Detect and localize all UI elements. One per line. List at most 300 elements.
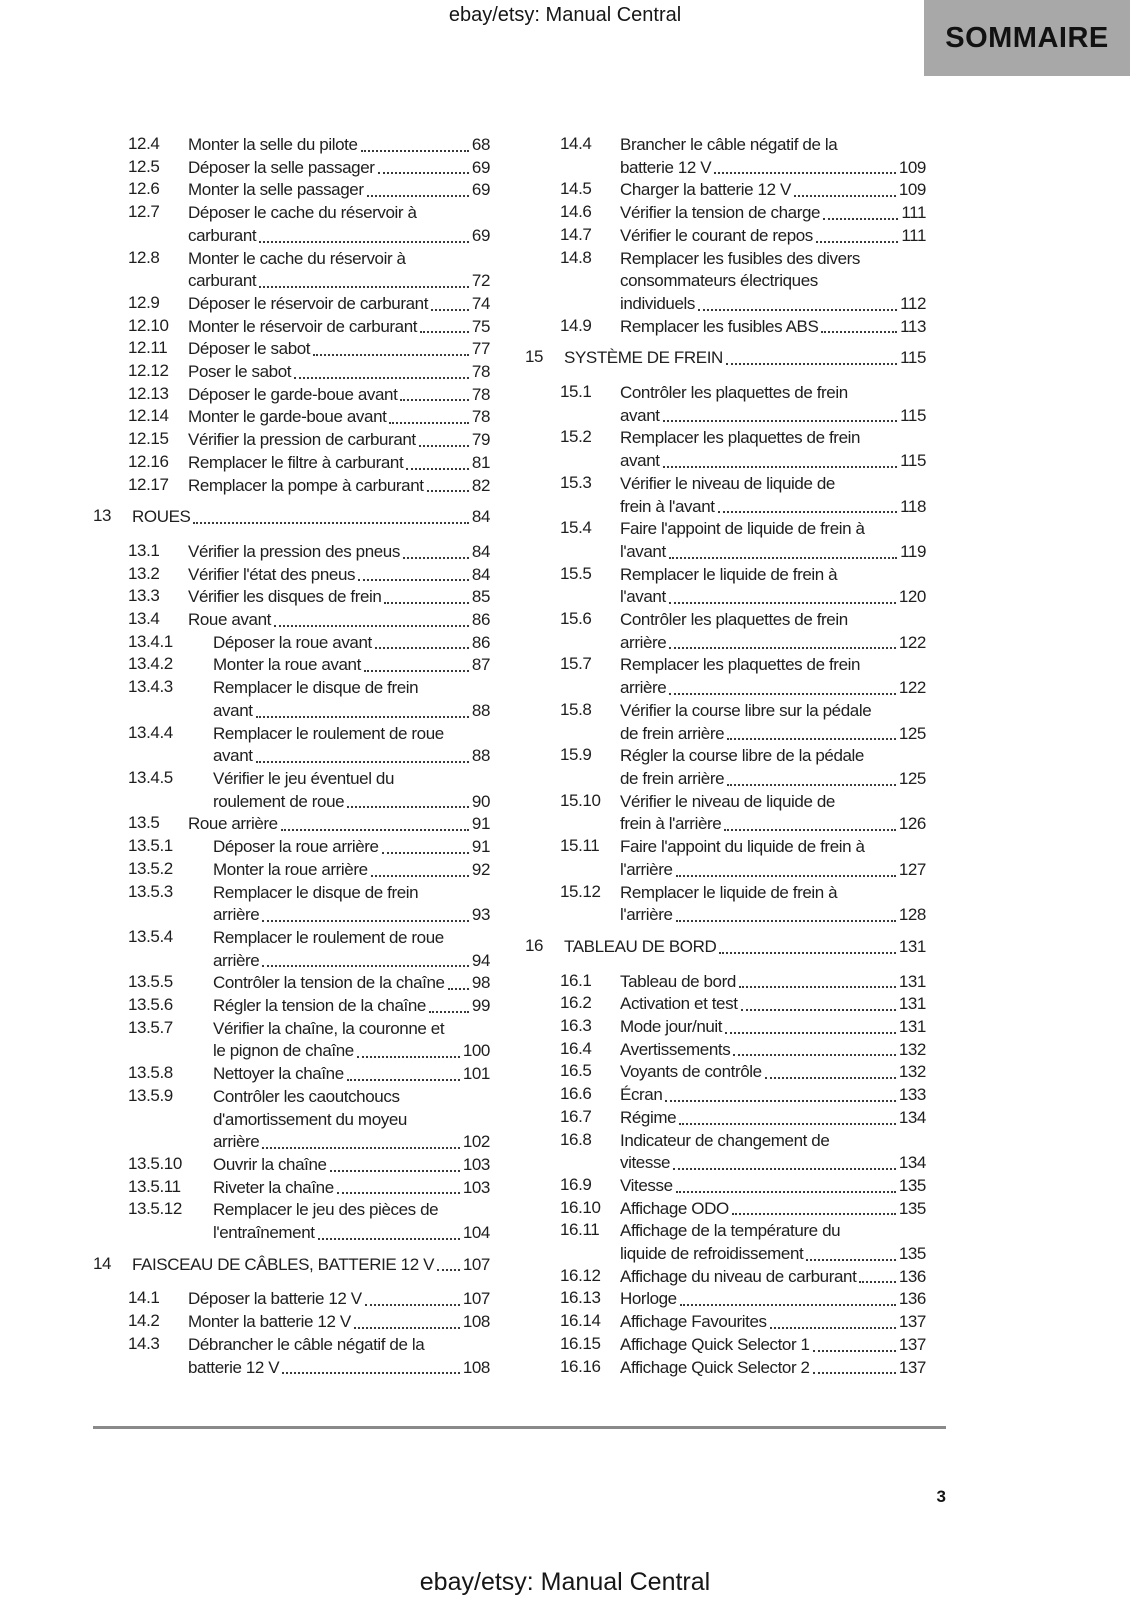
toc-entry-number: 12.4: [128, 134, 160, 153]
toc-entry-line: [213, 677, 490, 700]
toc-entry-page: 134: [898, 1153, 926, 1173]
toc-entry: [525, 1130, 926, 1175]
toc-entry-page: 86: [471, 632, 490, 652]
toc-entry-body: [620, 1357, 926, 1380]
dot-leader: [371, 875, 469, 877]
dot-leader: [367, 195, 469, 197]
toc-entry: [93, 882, 490, 927]
toc-entry-line: [620, 293, 926, 316]
toc-entry-number: 14.7: [560, 224, 592, 244]
toc-entry-page: 91: [471, 814, 490, 834]
dot-leader: [806, 1259, 896, 1261]
toc-entry-line: [620, 882, 926, 905]
toc-entry-page: 125: [898, 768, 926, 788]
toc-entry-title: Monter la selle du pilote: [188, 135, 358, 154]
toc-entry-line: [620, 202, 926, 225]
toc-entry: [525, 791, 926, 836]
dot-leader: [739, 986, 896, 988]
dot-leader: [669, 557, 897, 559]
toc-entry-number: 16.15: [560, 1333, 601, 1353]
toc-entry: [525, 179, 926, 202]
toc-entry-title: Remplacer le roulement de roue: [213, 723, 444, 743]
toc-entry: [93, 361, 490, 384]
toc-entry-line: [188, 475, 490, 498]
toc-entry-number: 15.10: [560, 790, 601, 810]
toc-entry-title: Affichage ODO: [620, 1198, 729, 1218]
toc-entry-line: [132, 506, 490, 529]
toc-entry: [525, 609, 926, 654]
toc-entry-body: [620, 179, 926, 202]
toc-entry-line: [213, 927, 490, 950]
toc-entry-number: 12.16: [128, 451, 169, 471]
toc-entry-number: 16.2: [560, 993, 592, 1013]
toc-entry-number: 12.14: [128, 406, 169, 426]
toc-entry-title: Monter le cache du réservoir à: [188, 248, 406, 268]
toc-entry-title: Vérifier le jeu éventuel du: [213, 768, 395, 788]
toc-entry: [525, 700, 926, 745]
toc-entry-number: 16.11: [560, 1220, 600, 1240]
toc-entry-title: Contrôler les caoutchoucs: [213, 1086, 400, 1106]
toc-entry-number: 15.2: [560, 427, 592, 447]
toc-entry-line: [564, 347, 926, 370]
toc-entry: [93, 609, 490, 632]
toc-entry-page: 85: [471, 587, 490, 607]
toc-entry-number: 14.6: [560, 202, 592, 222]
toc-entry-title: Roue arrière: [188, 814, 278, 834]
toc-entry: [525, 1220, 926, 1265]
toc-entry-body: [620, 609, 926, 654]
toc-entry-line: [620, 1266, 926, 1289]
toc-entry-body: [213, 1199, 490, 1244]
toc-entry-title: avant: [620, 451, 660, 471]
toc-entry-page: 135: [898, 1175, 926, 1195]
toc-entry-body: [620, 382, 926, 427]
page-footer-title: ebay/etsy: Manual Central: [419, 1568, 711, 1596]
toc-entry-title: Régler la course libre de la pédale: [620, 746, 864, 766]
toc-entry-number: 14.2: [128, 1311, 160, 1331]
dot-leader: [256, 761, 469, 763]
toc-entry-line: [132, 1254, 490, 1277]
toc-entry-line: [188, 384, 490, 407]
toc-entry-body: [620, 316, 926, 339]
dot-leader: [354, 1327, 460, 1329]
toc-entry-page: 122: [898, 678, 926, 698]
toc-entry-page: 109: [898, 180, 926, 200]
toc-entry-line: [620, 1243, 926, 1266]
toc-entry-title: Roue avant: [188, 610, 271, 630]
toc-entry-line: [188, 225, 490, 248]
toc-entry-page: 137: [898, 1334, 926, 1354]
toc-entry-title: Affichage Quick Selector 1: [620, 1334, 810, 1354]
toc-entry-body: [620, 202, 926, 225]
toc-entry: [93, 927, 490, 972]
toc-entry-line: [188, 586, 490, 609]
toc-entry-body: [188, 1334, 490, 1379]
toc-entry-title: Monter la batterie 12 V: [188, 1312, 351, 1332]
toc-entry-number: 14: [93, 1253, 112, 1273]
toc-entry-page: 84: [471, 564, 490, 584]
dot-leader: [347, 1079, 460, 1081]
toc-entry-page: 102: [462, 1132, 490, 1152]
dot-leader: [337, 1192, 460, 1194]
dot-leader: [663, 420, 898, 422]
dot-leader: [669, 602, 896, 604]
toc-entry-page: 118: [900, 496, 926, 516]
toc-entry-line: [620, 1084, 926, 1107]
toc-entry-body: [620, 791, 926, 836]
toc-entry-line: [620, 836, 926, 859]
toc-entry-line: [620, 1334, 926, 1357]
toc-entry-number: 13.1: [128, 540, 160, 560]
toc-entry: [93, 541, 490, 564]
dot-leader: [669, 647, 896, 649]
dot-leader: [347, 806, 469, 808]
toc-entry-title: Vérifier la course libre sur la pédale: [620, 700, 872, 720]
toc-entry-title: Vérifier le niveau de liquide de: [620, 473, 835, 493]
dot-leader: [676, 1191, 896, 1193]
toc-entry-number: 13.4: [128, 609, 160, 629]
toc-entry-line: [620, 405, 926, 428]
toc-entry-title: Remplacer le disque de frein: [213, 882, 419, 902]
toc-entry-title: Écran: [620, 1085, 663, 1105]
dot-leader: [726, 363, 897, 365]
toc-entry-body: [213, 632, 490, 655]
toc-entry: [525, 202, 926, 225]
toc-entry-number: 14.9: [560, 315, 592, 335]
toc-entry-line: [620, 496, 926, 519]
toc-entry-page: 93: [471, 905, 490, 925]
toc-entry-page: 69: [471, 157, 490, 177]
toc-entry-body: [188, 316, 490, 339]
toc-entry-title: Vérifier le niveau de liquide de: [620, 791, 835, 811]
toc-entry-line: [620, 225, 926, 248]
toc-entry-title: Monter la roue arrière: [213, 859, 368, 879]
toc-entry-line: [620, 859, 926, 882]
toc-entry-body: [620, 1198, 926, 1221]
toc-entry-number: 12.11: [128, 338, 168, 358]
toc-entry-line: [620, 518, 926, 541]
toc-entry-line: [620, 971, 926, 994]
toc-entry-line: [620, 1039, 926, 1062]
toc-entry-title: Faire l'appoint du liquide de frein à: [620, 837, 865, 857]
toc-entry-line: [213, 1086, 490, 1109]
toc-entry-body: [188, 361, 490, 384]
dot-leader: [794, 195, 896, 197]
toc-entry: [93, 972, 490, 995]
toc-entry-line: [213, 791, 490, 814]
toc-entry-line: [564, 936, 926, 959]
toc-entry-line: [620, 1130, 926, 1153]
toc-entry-title: Déposer la batterie 12 V: [188, 1289, 362, 1309]
toc-entry-page: 79: [471, 430, 490, 450]
toc-entry-body: [188, 1288, 490, 1311]
toc-entry-line: [188, 1288, 490, 1311]
toc-entry-page: 126: [898, 814, 926, 834]
toc-entry-page: 137: [898, 1357, 926, 1377]
toc-entry-page: 81: [471, 452, 490, 472]
toc-entry-number: 15.12: [560, 881, 601, 901]
toc-entry-line: [188, 406, 490, 429]
toc-entry-body: [620, 654, 926, 699]
toc-entry-number: 16.12: [560, 1265, 601, 1285]
toc-entry-page: 107: [462, 1289, 490, 1309]
toc-entry-line: [620, 1311, 926, 1334]
toc-entry: [93, 1063, 490, 1086]
toc-entry-number: 15.11: [560, 836, 600, 856]
toc-entry-title: Horloge: [620, 1289, 677, 1309]
toc-entry-line: [620, 1198, 926, 1221]
dot-leader: [256, 716, 469, 718]
toc-entry-number: 15.7: [560, 654, 592, 674]
toc-entry-page: 109: [898, 157, 926, 177]
toc-section-entry: [93, 1254, 490, 1277]
toc-entry-title: Remplacer les plaquettes de frein: [620, 655, 861, 675]
toc-entry-title: Déposer le cache du réservoir à: [188, 203, 417, 223]
dot-leader: [294, 377, 469, 379]
toc-entry-line: [620, 1107, 926, 1130]
toc-entry-title: l'entraînement: [213, 1223, 315, 1243]
dot-leader: [274, 625, 469, 627]
toc-entry-line: [188, 270, 490, 293]
toc-entry-number: 12.5: [128, 156, 160, 176]
toc-entry-title: Remplacer le roulement de roue: [213, 927, 444, 947]
toc-section-entry: [525, 936, 926, 959]
toc-entry-line: [188, 316, 490, 339]
toc-entry-number: 15.4: [560, 518, 592, 538]
dot-leader: [357, 1056, 460, 1058]
toc-entry-line: [188, 157, 490, 180]
dot-leader: [318, 1238, 460, 1240]
toc-entry-number: 13.4.5: [128, 767, 173, 787]
toc-entry-line: [620, 450, 926, 473]
dot-leader: [676, 920, 896, 922]
toc-entry-number: 15: [525, 347, 544, 367]
toc-entry-body: [132, 1254, 490, 1277]
toc-entry-number: 12.12: [128, 361, 169, 381]
toc-entry: [525, 1288, 926, 1311]
toc-entry-number: 12.9: [128, 292, 160, 312]
toc-entry-page: 103: [462, 1177, 490, 1197]
toc-entry-number: 13.4.2: [128, 654, 173, 674]
toc-entry-page: 115: [900, 451, 926, 471]
toc-entry-body: [213, 1086, 490, 1154]
toc-entry-body: [213, 1018, 490, 1063]
toc-entry-line: [620, 248, 926, 271]
toc-entry-line: [620, 632, 926, 655]
toc-entry-body: [620, 1220, 926, 1265]
toc-entry-number: 16.1: [560, 970, 592, 990]
toc-entry-line: [620, 564, 926, 587]
toc-entry: [525, 882, 926, 927]
toc-entry-title: TABLEAU DE BORD: [564, 936, 717, 956]
toc-entry-line: [188, 248, 490, 271]
toc-entry-line: [620, 541, 926, 564]
toc-entry-number: 16.16: [560, 1356, 601, 1376]
toc-entry-body: [213, 1063, 490, 1086]
toc-entry-line: [213, 745, 490, 768]
toc-entry-number: 14.8: [560, 247, 592, 267]
toc-entry-page: 131: [898, 1017, 926, 1037]
toc-entry: [525, 518, 926, 563]
toc-entry: [525, 654, 926, 699]
toc-entry-title: avant: [213, 700, 253, 720]
toc-entry-title: avant: [620, 405, 660, 425]
toc-entry-body: [620, 248, 926, 316]
toc-entry-page: 78: [471, 407, 490, 427]
toc-entry-line: [213, 1222, 490, 1245]
toc-entry-number: 16.7: [560, 1106, 592, 1126]
toc-entry: [525, 427, 926, 472]
toc-entry-number: 14.4: [560, 134, 592, 153]
dot-leader: [676, 875, 896, 877]
toc-entry-body: [620, 971, 926, 994]
toc-entry-line: [620, 768, 926, 791]
toc-entry-number: 16.8: [560, 1129, 592, 1149]
toc-entry-body: [188, 338, 490, 361]
toc-entry-page: 84: [471, 541, 490, 561]
toc-entry-number: 16.10: [560, 1197, 601, 1217]
toc-entry-line: [620, 586, 926, 609]
toc-entry-line: [620, 1016, 926, 1039]
dot-leader: [361, 150, 469, 152]
toc-entry-number: 13.5.2: [128, 858, 173, 878]
toc-entry: [93, 1086, 490, 1154]
toc-entry-number: 13.5.12: [128, 1199, 182, 1219]
toc-entry-page: 115: [900, 348, 926, 368]
toc-entry-title: Déposer la selle passager: [188, 157, 375, 177]
toc-entry: [525, 1334, 926, 1357]
dot-leader: [732, 1213, 896, 1215]
toc-entry-title: arrière: [213, 905, 260, 925]
toc-entry-body: [564, 347, 926, 370]
toc-entry-line: [620, 270, 926, 293]
toc-entry-number: 13.4.1: [128, 631, 173, 651]
toc-entry-page: 90: [471, 791, 490, 811]
toc-entry-title: liquide de refroidissement: [620, 1244, 804, 1264]
toc-entry-line: [620, 473, 926, 496]
toc-entry-title: Vérifier le courant de repos: [620, 225, 813, 245]
toc-entry: [525, 316, 926, 339]
toc-entry-line: [620, 904, 926, 927]
toc-entry-body: [213, 723, 490, 768]
toc-entry-number: 13.5.4: [128, 926, 173, 946]
toc-entry-line: [620, 609, 926, 632]
dot-leader: [725, 1032, 896, 1034]
toc-entry-number: 14.1: [128, 1288, 160, 1308]
toc-entry-line: [213, 1018, 490, 1041]
toc-entry-title: ROUES: [132, 507, 191, 527]
toc-entry-page: 111: [901, 225, 926, 245]
toc-entry-title: Monter le garde-boue avant: [188, 407, 387, 427]
toc-entry: [525, 1175, 926, 1198]
toc-entry-page: 100: [462, 1041, 490, 1061]
dot-leader: [765, 1077, 896, 1079]
toc-entry: [93, 248, 490, 293]
toc-entry: [525, 1266, 926, 1289]
toc-entry-line: [620, 791, 926, 814]
toc-entry-body: [620, 1311, 926, 1334]
toc-entry-body: [213, 995, 490, 1018]
toc-entry-body: [620, 700, 926, 745]
toc-entry-number: 16.5: [560, 1061, 592, 1081]
toc-entry-title: Vérifier la pression des pneus: [188, 541, 400, 561]
toc-entry-line: [620, 1061, 926, 1084]
toc-entry-body: [620, 1130, 926, 1175]
toc-entry-page: 99: [471, 996, 490, 1016]
toc-entry-page: 84: [471, 507, 490, 527]
toc-entry-page: 91: [471, 837, 490, 857]
footer-divider: [93, 1426, 946, 1429]
dot-leader: [330, 1170, 460, 1172]
page-number: 3: [936, 1487, 946, 1506]
dot-leader: [193, 522, 468, 524]
toc-entry-line: [620, 1152, 926, 1175]
toc-entry-page: 75: [471, 316, 490, 336]
toc-entry-title: arrière: [620, 678, 667, 698]
toc-entry-title: d'amortissement du moyeu: [213, 1109, 407, 1129]
toc-entry-line: [188, 338, 490, 361]
toc-entry-number: 16.13: [560, 1288, 601, 1308]
toc-entry: [93, 1177, 490, 1200]
toc-entry-page: 68: [471, 135, 490, 154]
dot-leader: [741, 1009, 896, 1011]
toc-entry: [93, 202, 490, 247]
toc-entry-body: [564, 936, 926, 959]
dot-leader: [403, 557, 469, 559]
toc-entry-body: [213, 1177, 490, 1200]
toc-entry-number: 15.9: [560, 745, 592, 765]
toc-entry-body: [213, 677, 490, 722]
toc-entry-body: [620, 1039, 926, 1062]
toc-entry-title: Déposer le réservoir de carburant: [188, 293, 429, 313]
toc-entry-title: Vérifier les disques de frein: [188, 587, 382, 607]
toc-entry-line: [213, 1154, 490, 1177]
toc-entry-title: Régime: [620, 1107, 677, 1127]
toc-entry-line: [213, 995, 490, 1018]
toc-entry-body: [132, 506, 490, 529]
toc-entry-line: [188, 1357, 490, 1380]
dot-leader: [382, 852, 469, 854]
toc-entry-body: [188, 406, 490, 429]
toc-entry-title: Déposer la roue arrière: [213, 837, 379, 857]
toc-entry-number: 13.3: [128, 586, 160, 606]
toc-entry-line: [188, 361, 490, 384]
toc-entry: [93, 179, 490, 202]
toc-entry-title: l'avant: [620, 587, 666, 607]
dot-leader: [727, 738, 896, 740]
toc-entry-number: 16.6: [560, 1084, 592, 1104]
toc-entry: [93, 429, 490, 452]
dot-leader: [680, 1304, 896, 1306]
toc-entry-page: 111: [901, 203, 926, 223]
sommaire-banner-label: SOMMAIRE: [945, 21, 1109, 54]
toc-entry-body: [188, 293, 490, 316]
toc-entry: [93, 1311, 490, 1334]
dot-leader: [437, 1269, 460, 1271]
toc-entry-page: 72: [471, 271, 490, 291]
dot-leader: [679, 1123, 896, 1125]
toc-entry-line: [213, 1040, 490, 1063]
toc-entry-body: [620, 882, 926, 927]
toc-entry-number: 13.5: [128, 813, 160, 833]
toc-entry: [93, 586, 490, 609]
toc-entry-body: [620, 745, 926, 790]
toc-entry-line: [188, 202, 490, 225]
toc-entry-line: [620, 157, 926, 180]
toc-entry-number: 13.4.4: [128, 722, 173, 742]
toc-entry-page: 88: [471, 746, 490, 766]
toc-entry-body: [620, 1288, 926, 1311]
